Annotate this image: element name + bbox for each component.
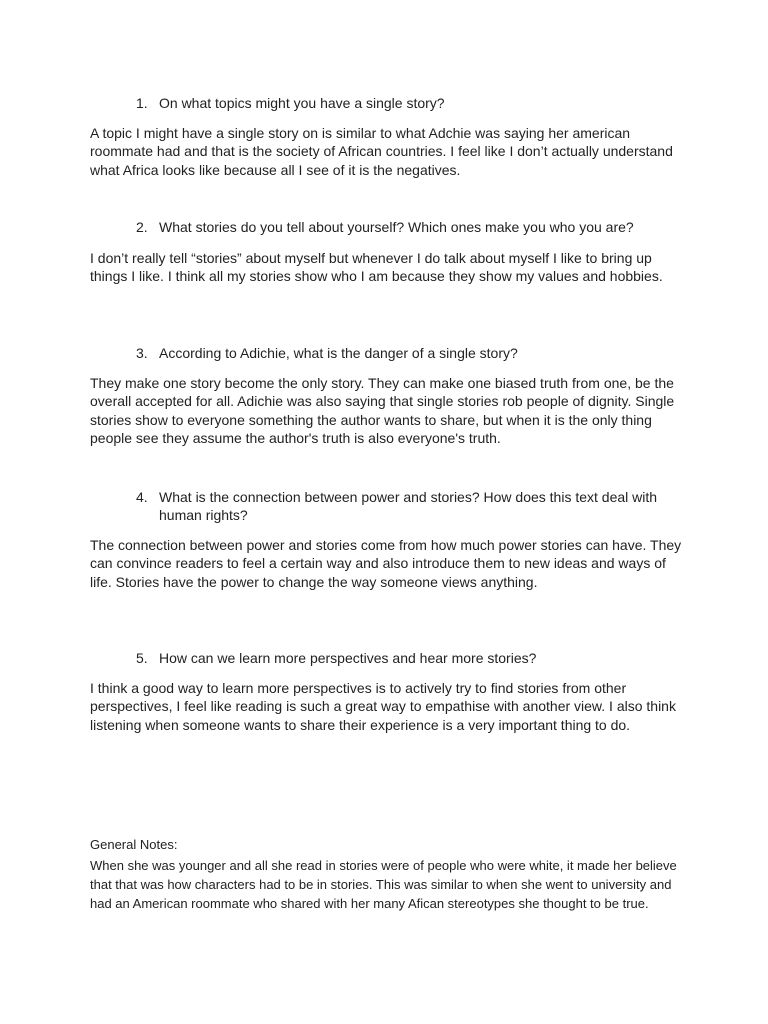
notes-heading: General Notes:	[90, 837, 178, 852]
answer-5: I think a good way to learn more perspectives is to actively try to find stories from other perspectives, I feel like reading is such a great way to empathise with another view. I also think listening when someone wants to share their experience is a very important thing to do.	[90, 680, 676, 733]
answer-2: I don’t really tell “stories” about myself but whenever I do talk about myself I like to bring up things I like. I think all my stories show who I am because they show my values and hobbies.	[90, 250, 663, 285]
answer-4: The connection between power and stories come from how much power stories can have. They can convince readers to feel a certain way and also introduce them to new ideas and ways of life. Stories have the power to change the way someone views anything.	[90, 537, 682, 590]
question-4-text: What is the connection between power and stories? How does this text deal with human rights?	[159, 489, 658, 523]
question-3-text: According to Adichie, what is the danger of a single story?	[159, 345, 518, 361]
question-5-text: How can we learn more perspectives and hear more stories?	[159, 650, 537, 666]
question-1	[136, 94, 696, 112]
question-4	[136, 488, 676, 524]
question-1-number: 1.	[136, 95, 148, 111]
question-2-number: 2.	[136, 219, 148, 235]
question-2-text: What stories do you tell about yourself? Which ones make you who you are?	[159, 219, 634, 235]
question-5	[136, 649, 696, 667]
question-3-number: 3.	[136, 345, 148, 361]
notes-body: When she was younger and all she read in stories were of people who were white, it made her believe that that was how characters had to be in stories. This was similar to when she went to university and had an American roommate who shared with her many Afican stereotypes she thought to be true.	[90, 858, 677, 911]
answer-1: A topic I might have a single story on is similar to what Adchie was saying her american roommate had and that is the society of African countries. I feel like I don’t actually understand what Africa looks like because all I see of it is the negatives.	[90, 125, 673, 178]
question-2	[136, 218, 696, 236]
question-1-text: On what topics might you have a single story?	[159, 95, 445, 111]
answer-3: They make one story become the only story. They can make one biased truth from one, be the overall accepted for all. Adichie was also saying that single stories rob people of dignity. Single stories show to everyone something the author wants to share, but when it is the only thing people see they assume the author's truth is also everyone's truth.	[90, 375, 675, 446]
question-5-number: 5.	[136, 650, 148, 666]
question-3	[136, 344, 696, 362]
question-4-number: 4.	[136, 489, 148, 505]
